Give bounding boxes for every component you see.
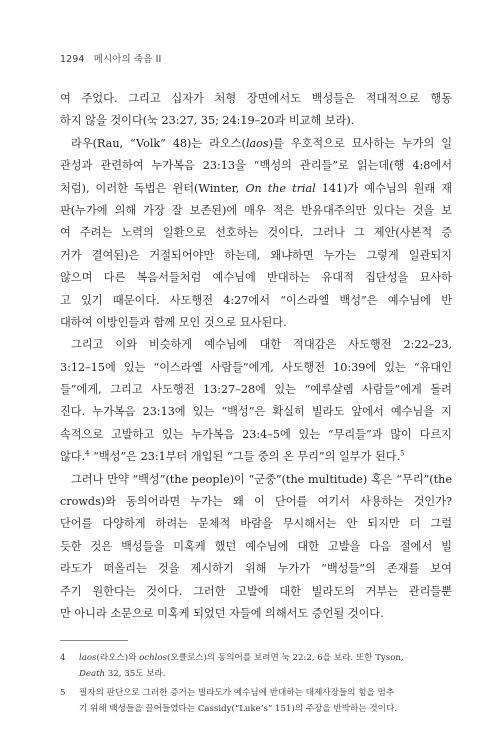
text-line: 주기 원한다는 것이다. 그러한 고발에 대한 빌라도의 거부는 관리들뿐 bbox=[60, 584, 452, 598]
text-line: 그러나 만약 “백성”(the people)이 “군중”(the multitude) 혹은 “무리”(the bbox=[71, 472, 452, 486]
text-line: 거가 결여된)은 거절되어야만 하는데, 왜냐하면 누가는 그렇게 일관되지 bbox=[60, 248, 452, 262]
text-line: 않으며 다른 복음서들처럼 예수님에 반대하는 유대적 집단성을 묘사하 bbox=[60, 271, 452, 285]
text-line: crowds)와 동의어라면 누가는 왜 이 단어를 여기서 사용하는 것인가? bbox=[60, 495, 452, 509]
text-line: 하지 않을 것이다(눅 23:27, 35; 24:19–20과 비교해 보라). bbox=[60, 114, 355, 128]
text-line bbox=[60, 446, 452, 468]
text-line: 3:12–15에 있는 “이스라엘 사람들”에게, 사도행전 10:39에 있는 “유대인 bbox=[60, 360, 452, 374]
text-line: 단어를 다양하게 하려는 문체적 바람을 무시해서는 안 되지만 더 그럴 bbox=[60, 517, 452, 531]
running-head bbox=[60, 51, 161, 65]
footnote-ref-4: 4 bbox=[85, 449, 90, 458]
text-line: 여 주었다. 그리고 십자가 처형 장면에서도 백성들은 적대적으로 행동 bbox=[60, 92, 452, 105]
text-line: 그리고 이와 비슷하게 예수님에 대한 적대감은 사도행전 2:22–23, bbox=[71, 338, 452, 352]
text-line: 들”에게, 그리고 사도행전 13:27–28에 있는 “예루살렘 사람들”에게 돌려 bbox=[60, 383, 452, 397]
footnote-number: 4 bbox=[60, 653, 66, 663]
footnote-number: 5 bbox=[60, 688, 66, 698]
footnote-line: 기 위해 백성들을 끌어들였다는 Cassidy(“Luke’s” 151)의 주장을 반박하는 것이다. bbox=[79, 704, 398, 714]
footnote-text bbox=[79, 685, 452, 717]
text-line: 진다. 누가복음 23:13에 있는 “백성”은 확실히 빌라도 앞에서 예수님을 지 bbox=[60, 405, 452, 419]
text-line: 대하여 이방인들과 함께 모인 것으로 묘사된다. bbox=[60, 315, 287, 329]
body-text bbox=[60, 88, 452, 625]
text-line: 처럼), 이러한 독법은 윈터(Winter, On the trial 141)가 예수님의 원래 재 bbox=[60, 181, 453, 195]
paragraph-4 bbox=[60, 469, 452, 626]
paragraph-2 bbox=[60, 133, 452, 335]
text-line: 판(누가에 의해 가장 잘 보존된)에 매우 적은 반유대주의만 있다는 것을 보 bbox=[60, 203, 452, 217]
text-line: 속적으로 고발하고 있는 누가복음 23:4–5에 있는 “무리들”과 많이 다르지 bbox=[60, 427, 452, 441]
footnote-text bbox=[79, 650, 452, 682]
text-line: 만 아니라 소문으로 미혹케 되었던 자들에 의해서도 증언될 것이다. bbox=[60, 606, 384, 620]
footnote-line: laos(라오스)와 ochlos(오클로스)의 동의어를 보려면 눅 22:2, 6을 보라. 또한 Tyson, bbox=[79, 653, 404, 663]
paragraph-1 bbox=[60, 88, 452, 133]
footnote-line: 필자의 판단으로 그러한 증거는 빌라도가 예수님에 반대하는 대제사장들의 힘을 멈추 bbox=[79, 688, 395, 698]
text-line: 관성과 관련하여 누가복음 23:13을 “백성의 관리들”로 읽는데(행 4:8에서 bbox=[60, 159, 452, 173]
footnote-ref-5: 5 bbox=[400, 449, 405, 458]
text-line: 라우(Rau, “Volk” 48)는 라오스(laos)를 우호적으로 묘사하는 누가의 일 bbox=[71, 136, 452, 150]
book-title: 메시아의 죽음 II bbox=[93, 54, 162, 65]
page-number: 1294 bbox=[60, 54, 85, 65]
text-line-with-footnote-refs: 않다.$^4$ “백성”은 23:1부터 개입된 “그들 중의 온 무리”의 일부가 된다.$^5$ bbox=[60, 449, 405, 464]
footnote-divider bbox=[60, 640, 128, 641]
text-line: 라도가 떠올리는 것을 제시하기 위해 누가가 “백성들”의 존재를 보여 bbox=[60, 562, 452, 576]
text-line: 고 있기 때문이다. 사도행전 4:27에서 “이스라엘 백성”은 예수님에 반 bbox=[60, 293, 452, 307]
text-line: 듯한 것은 백성들을 미혹케 했던 예수님에 대한 고발을 다음 절에서 빌 bbox=[60, 539, 452, 553]
text-line: 여 주려는 노력의 일환으로 선호하는 것이다. 그러나 그 제안(사본적 증 bbox=[60, 226, 452, 240]
paragraph-3 bbox=[60, 334, 452, 468]
footnote-line: Death 32, 35도 보라. bbox=[79, 669, 166, 679]
